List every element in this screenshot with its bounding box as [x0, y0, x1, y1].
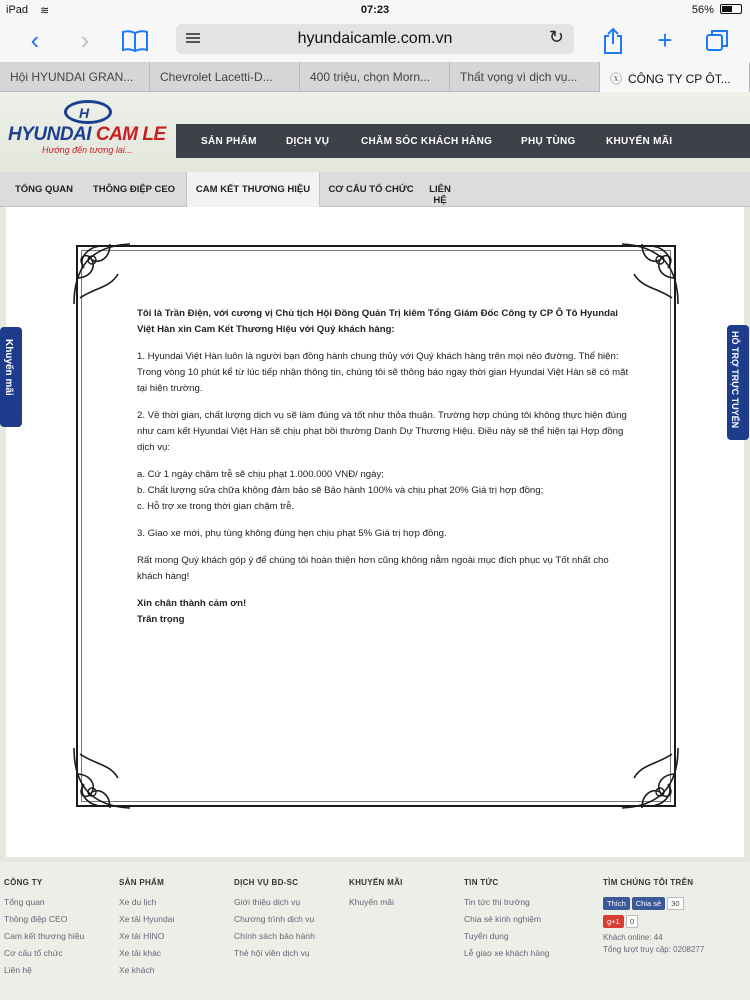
footer-link[interactable]: Thông điệp CEO	[4, 914, 68, 924]
nav-dich-vu[interactable]: DỊCH VỤ	[286, 136, 330, 147]
battery-indicator	[692, 4, 742, 16]
gplus-count: 0	[626, 915, 638, 928]
footer-col-san-pham: SẢN PHẨM Xe du lịch Xe tải Hyundai Xe tải HINO Xe tải khác Xe khách	[119, 878, 175, 975]
online-count: Khách online: 44	[603, 933, 663, 942]
brand-commitment-letter	[137, 306, 635, 639]
footer-link[interactable]: Chia sẻ kinh nghiệm	[464, 914, 542, 924]
letter-signoff: Trân trọng	[137, 614, 185, 625]
nav-khuyen-mai[interactable]: KHUYẾN MÃI	[606, 136, 673, 147]
footer-link[interactable]: Chính sách bảo hành	[234, 931, 315, 941]
letter-point-3: 3. Giao xe mới, phụ tùng không đúng hẹn chịu phạt 5% Giá trị hợp đồng.	[137, 528, 447, 539]
footer-link[interactable]: Xe tải Hyundai	[119, 914, 175, 924]
flourish-ornament	[70, 238, 140, 308]
letter-point-2: 2. Về thời gian, chất lượng dịch vụ sẽ làm đúng và tốt như thỏa thuận. Trường hợp chúng tôi không thực hiện đúng như cam kết Hyundai Việt Hàn sẽ chịu phạt bồi thường Danh Dự Thương Hiệu. Điều này sẽ thể hiện tại Hợp đồng dịch vụ:	[137, 410, 627, 453]
browser-tab[interactable]: Hội HYUNDAI GRAN...	[0, 62, 150, 92]
footer-link[interactable]: Tin tức thị trường	[464, 897, 530, 907]
footer-col-cong-ty: CÔNG TY Tổng quan Thông điệp CEO Cam kết thương hiệu Cơ cấu tổ chức Liên hệ	[4, 878, 85, 975]
chevron-left-icon[interactable]: ‹	[30, 25, 40, 55]
reload-icon[interactable]: ↻	[548, 27, 564, 47]
visit-count: Tổng lượt truy cập: 0208277	[603, 945, 705, 954]
letter-intro: Tôi là Trần Điện, với cương vị Chủ tịch Hội Đồng Quản Trị kiêm Tổng Giám Đốc Công ty CP Ô Tô Hyundai Việt Hàn xin Cam Kết Thương Hiệu với Quý khách hàng:	[137, 308, 618, 335]
promo-side-tab[interactable]: Khuyến mãi	[0, 327, 22, 427]
footer-link[interactable]: Cam kết thương hiệu	[4, 931, 85, 941]
tabs-icon[interactable]	[700, 24, 734, 58]
close-tab-icon[interactable]: ⓧ	[610, 72, 623, 86]
tab-bar	[0, 62, 750, 92]
footer-link[interactable]: Xe tải khác	[119, 948, 162, 958]
online-support-side-tab[interactable]: HỖ TRỢ TRỰC TUYẾN	[727, 325, 749, 440]
footer-link[interactable]: Tổng quan	[4, 897, 45, 907]
battery-percent: 56%	[691, 4, 714, 16]
book-icon[interactable]	[118, 24, 152, 58]
tab-thong-diep-ceo[interactable]: THÔNG ĐIỆP CEO	[92, 184, 176, 195]
tab-title: CÔNG TY CP ÔT...	[628, 72, 731, 86]
address-bar[interactable]	[176, 24, 574, 54]
footer-link[interactable]: Liên hệ	[4, 965, 32, 975]
footer-col-dich-vu: DỊCH VỤ BD-SC Giới thiệu dịch vụ Chương trình dịch vụ Chính sách bảo hành Thẻ hội viên dịch vụ	[234, 878, 315, 958]
share-icon[interactable]	[596, 24, 630, 58]
site-footer	[0, 862, 750, 1000]
tab-co-cau-to-chuc[interactable]: CƠ CẤU TỔ CHỨC	[328, 184, 414, 195]
battery-icon	[720, 4, 742, 14]
letter-request: Rất mong Quý khách góp ý để chúng tôi hoàn thiện hơn cũng không nằm ngoài mục đích phục vụ Tốt nhất cho khách hàng!	[137, 555, 609, 582]
tab-lien-he[interactable]: LIÊN HỆ	[429, 184, 451, 206]
google-plus-button[interactable]: g+1	[603, 915, 624, 928]
browser-tab[interactable]: Chevrolet Lacetti-D...	[150, 62, 300, 92]
list-item: a. Cứ 1 ngày chậm trễ sẽ chịu phạt 1.000.000 VNĐ/ ngày;	[137, 469, 384, 480]
plus-icon[interactable]: +	[657, 25, 673, 55]
penalty-list	[137, 467, 635, 515]
browser-tab[interactable]: Thất vọng vì dịch vụ...	[450, 62, 600, 92]
sub-nav	[0, 172, 750, 207]
list-item: c. Hỗ trợ xe trong thời gian chậm trễ.	[137, 501, 295, 512]
browser-tab-active[interactable]	[600, 62, 750, 92]
nav-phu-tung[interactable]: PHỤ TÙNG	[521, 136, 576, 147]
footer-link[interactable]: Xe tải HINO	[119, 931, 165, 941]
status-time: 07:23	[360, 4, 390, 16]
footer-link[interactable]: Khuyến mãi	[349, 897, 394, 907]
tab-tong-quan[interactable]: TỔNG QUAN	[14, 184, 74, 195]
status-bar	[0, 0, 750, 20]
footer-link[interactable]: Thẻ hội viên dịch vụ	[234, 948, 310, 958]
footer-link[interactable]: Lễ giao xe khách hàng	[464, 948, 550, 958]
tab-cam-ket-thuong-hieu[interactable]: CAM KẾT THƯƠNG HIỆU	[186, 172, 320, 207]
letter-closing: Xin chân thành cảm ơn!	[137, 598, 247, 609]
browser-tab[interactable]: 400 triệu, chọn Morn...	[300, 62, 450, 92]
site-logo[interactable]	[6, 100, 176, 162]
logo-slogan: Hướng đến tương lai...	[42, 145, 133, 155]
nav-san-pham[interactable]: SẢN PHẨM	[201, 136, 257, 147]
wifi-icon: ≋	[40, 5, 50, 17]
footer-social: TÌM CHÚNG TÔI TRÊN Thích Chia sẻ 30 g+1 0 Khách online: 44 Tổng lượt truy cập: 0208277	[603, 878, 705, 954]
footer-link[interactable]: Cơ cấu tổ chức	[4, 948, 63, 958]
letter-point-1: 1. Hyundai Việt Hàn luôn là người bạn đồng hành chung thủy với Quý khách hàng trên mọi nẻo đường. Thể hiện: Trong vòng 10 phút kể từ lúc tiếp nhận thông tin, chúng tôi sẽ thông báo ngay thời gian Hyundai Việt Hàn sẽ có mặt tại hiện trường.	[137, 351, 629, 394]
footer-col-tin-tuc: TIN TỨC Tin tức thị trường Chia sẻ kinh nghiệm Tuyển dụng Lễ giao xe khách hàng	[464, 878, 550, 958]
site-header	[0, 92, 750, 172]
flourish-ornament	[612, 744, 682, 814]
footer-link[interactable]: Tuyển dụng	[464, 931, 509, 941]
hyundai-logo-icon: H	[64, 100, 112, 124]
battery-level	[722, 6, 732, 12]
like-count: 30	[667, 897, 683, 910]
main-nav	[176, 124, 750, 158]
facebook-share-button[interactable]: Chia sẻ	[632, 897, 665, 910]
list-item: b. Chất lượng sửa chữa không đảm bảo sẽ Bảo hành 100% và chịu phạt 20% Giá trị hợp đồng;	[137, 485, 544, 496]
logo-brand: HYUNDAI CAM LE	[8, 124, 166, 145]
flourish-ornament	[70, 744, 140, 814]
nav-cham-soc[interactable]: CHĂM SÓC KHÁCH HÀNG	[361, 136, 493, 147]
facebook-like-button[interactable]: Thích	[603, 897, 630, 910]
chevron-right-icon[interactable]: ›	[80, 25, 90, 55]
footer-col-khuyen-mai: KHUYẾN MÃI Khuyến mãi	[349, 878, 403, 907]
flourish-ornament	[612, 238, 682, 308]
device-label: iPad	[6, 4, 29, 16]
footer-link[interactable]: Chương trình dịch vụ	[234, 914, 315, 924]
footer-link[interactable]: Xe khách	[119, 965, 155, 975]
footer-link[interactable]: Xe du lịch	[119, 897, 157, 907]
url-text: hyundaicamle.com.vn	[297, 30, 453, 47]
browser-toolbar	[0, 20, 750, 62]
footer-link[interactable]: Giới thiệu dịch vụ	[234, 897, 301, 907]
